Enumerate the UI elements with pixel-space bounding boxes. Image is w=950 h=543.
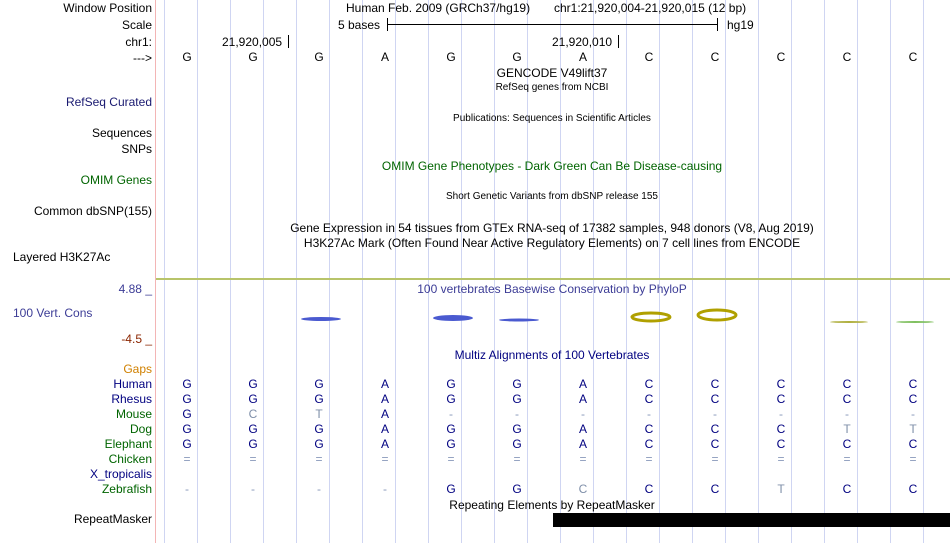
alignment-base: C: [842, 482, 852, 496]
coord-tick-1: [288, 35, 289, 48]
label-repeatmasker[interactable]: RepeatMasker: [73, 512, 152, 526]
label-window-position: Window Position: [63, 1, 152, 15]
phylop-glyph-c8: [632, 313, 670, 321]
species-label[interactable]: Elephant: [104, 437, 152, 451]
alignment-base: G: [248, 422, 258, 436]
label-gaps[interactable]: Gaps: [123, 362, 152, 376]
grid-line: [362, 0, 363, 543]
sequence-base: A: [380, 50, 389, 64]
alignment-base: -: [647, 407, 651, 421]
alignment-base: T: [909, 422, 917, 436]
species-label[interactable]: X_tropicalis: [89, 467, 152, 481]
grid-line: [626, 0, 627, 543]
phylop-glyph-c11: [830, 321, 868, 323]
grid-line: [230, 0, 231, 543]
alignment-base: G: [182, 422, 192, 436]
alignment-base: =: [711, 452, 719, 466]
coord-label-1: 21,920,005: [222, 35, 283, 49]
alignment-base: G: [314, 422, 324, 436]
phylop-glyph-g6: [499, 319, 539, 322]
alignment-base: C: [644, 482, 654, 496]
alignment-base: G: [182, 437, 192, 451]
alignment-base: G: [446, 422, 456, 436]
refseq-title[interactable]: RefSeq genes from NCBI: [495, 82, 609, 93]
alignment-base: A: [380, 407, 389, 421]
alignment-base: G: [512, 377, 522, 391]
label-dbsnp[interactable]: Common dbSNP(155): [33, 204, 152, 218]
species-label[interactable]: Mouse: [115, 407, 152, 421]
coord-label-2: 21,920,010: [552, 35, 613, 49]
alignment-base: T: [315, 407, 323, 421]
alignment-base: =: [909, 452, 917, 466]
h3k27ac-title[interactable]: H3K27Ac Mark (Often Found Near Active Regulatory Elements) on 7 cell lines from ENCODE: [303, 236, 801, 250]
alignment-base: G: [512, 482, 522, 496]
alignment-base: -: [713, 407, 717, 421]
grid-line: [791, 0, 792, 543]
alignment-base: G: [314, 377, 324, 391]
alignment-base: A: [578, 392, 587, 406]
alignment-base: G: [446, 437, 456, 451]
label-h3k27ac[interactable]: Layered H3K27Ac: [13, 250, 111, 264]
alignment-base: C: [710, 392, 720, 406]
grid-line: [428, 0, 429, 543]
label-omim[interactable]: OMIM Genes: [80, 173, 152, 187]
alignment-base: A: [578, 422, 587, 436]
alignment-base: -: [911, 407, 915, 421]
coord-tick-2: [618, 35, 619, 48]
alignment-base: -: [449, 407, 453, 421]
repeatmasker-block[interactable]: [553, 513, 950, 527]
alignment-base: G: [512, 392, 522, 406]
alignment-base: G: [446, 482, 456, 496]
gtex-title[interactable]: Gene Expression in 54 tissues from GTEx RNA-seq of 17382 samples, 948 donors (V8, Aug 2019): [290, 221, 814, 235]
alignment-base: C: [578, 482, 588, 496]
alignment-base: G: [248, 437, 258, 451]
alignment-base: C: [908, 437, 918, 451]
alignment-base: -: [581, 407, 585, 421]
alignment-base: C: [710, 377, 720, 391]
alignment-base: G: [446, 377, 456, 391]
assembly-title: Human Feb. 2009 (GRCh37/hg19): [346, 1, 531, 15]
alignment-base: G: [182, 377, 192, 391]
phylop-glyph-c9: [698, 310, 736, 320]
alignment-base: C: [644, 437, 654, 451]
label-separator: [155, 0, 156, 543]
sequence-base: G: [314, 50, 324, 64]
alignment-base: C: [248, 407, 258, 421]
grid-line: [659, 0, 660, 543]
alignment-base: A: [380, 437, 389, 451]
label-phylop-min: -4.5 _: [121, 332, 152, 346]
grid-line: [329, 0, 330, 543]
species-label[interactable]: Human: [113, 377, 152, 391]
alignment-base: C: [776, 422, 786, 436]
multiz-title[interactable]: Multiz Alignments of 100 Vertebrates: [454, 348, 650, 362]
grid-line: [197, 0, 198, 543]
alignment-base: -: [845, 407, 849, 421]
scale-bar-tick-right: [717, 18, 718, 31]
dbsnp-title[interactable]: Short Genetic Variants from dbSNP release 155: [446, 191, 658, 202]
scale-bar: [387, 24, 718, 25]
phylop-logo: [156, 305, 950, 330]
alignment-base: A: [578, 437, 587, 451]
grid-line: [923, 0, 924, 543]
alignment-base: A: [380, 392, 389, 406]
grid-line: [461, 0, 462, 543]
sequence-base: C: [710, 50, 720, 64]
alignment-base: C: [710, 437, 720, 451]
alignment-base: C: [644, 422, 654, 436]
alignment-base: T: [777, 482, 785, 496]
alignment-base: =: [843, 452, 851, 466]
alignment-base: C: [710, 482, 720, 496]
alignment-base: G: [314, 392, 324, 406]
alignment-base: C: [908, 377, 918, 391]
repeat-title[interactable]: Repeating Elements by RepeatMasker: [449, 498, 655, 512]
grid-line: [857, 0, 858, 543]
alignment-base: G: [512, 422, 522, 436]
alignment-base: G: [314, 437, 324, 451]
alignment-base: -: [779, 407, 783, 421]
sequence-base: G: [446, 50, 456, 64]
alignment-base: =: [645, 452, 653, 466]
phylop-title[interactable]: 100 vertebrates Basewise Conservation by PhyloP: [417, 282, 687, 296]
sequence-base: C: [776, 50, 786, 64]
publications-title[interactable]: Publications: Sequences in Scientific Articles: [453, 113, 651, 124]
alignment-base: =: [513, 452, 521, 466]
grid-line: [164, 0, 165, 543]
alignment-base: G: [182, 392, 192, 406]
sequence-base: G: [248, 50, 258, 64]
species-label[interactable]: Rhesus: [111, 392, 152, 406]
label-phylop[interactable]: 100 Vert. Cons: [13, 306, 93, 320]
phylop-glyph-c12: [896, 321, 934, 323]
alignment-base: C: [842, 377, 852, 391]
species-label[interactable]: Dog: [129, 422, 152, 436]
alignment-base: A: [380, 422, 389, 436]
species-label[interactable]: Zebrafish: [101, 482, 152, 496]
label-refseq[interactable]: RefSeq Curated: [65, 95, 152, 109]
alignment-base: G: [248, 392, 258, 406]
gencode-title[interactable]: GENCODE V49lift37: [496, 66, 608, 80]
phylop-glyph-g3: [301, 317, 341, 321]
grid-line: [890, 0, 891, 543]
alignment-base: -: [383, 482, 387, 496]
label-phylop-max: 4.88 _: [118, 282, 152, 296]
label-chrom: chr1:: [125, 35, 152, 49]
sequence-base: C: [644, 50, 654, 64]
alignment-base: =: [777, 452, 785, 466]
grid-line: [692, 0, 693, 543]
phylop-glyph-g5: [433, 315, 473, 321]
alignment-base: C: [644, 377, 654, 391]
grid-line: [725, 0, 726, 543]
alignment-base: C: [842, 392, 852, 406]
omim-title[interactable]: OMIM Gene Phenotypes - Dark Green Can Be Disease-causing: [381, 159, 723, 173]
alignment-base: C: [776, 437, 786, 451]
alignment-base: =: [579, 452, 587, 466]
grid-line: [296, 0, 297, 543]
sequence-base: G: [512, 50, 522, 64]
species-label[interactable]: Chicken: [108, 452, 152, 466]
alignment-base: =: [381, 452, 389, 466]
alignment-base: -: [317, 482, 321, 496]
alignment-base: T: [843, 422, 851, 436]
alignment-base: C: [776, 377, 786, 391]
scale-db: hg19: [727, 18, 754, 32]
alignment-base: A: [578, 377, 587, 391]
sequence-base: C: [908, 50, 918, 64]
alignment-base: G: [248, 377, 258, 391]
grid-line: [263, 0, 264, 543]
grid-line: [824, 0, 825, 543]
h3k27ac-baseline: [156, 278, 950, 280]
alignment-base: =: [183, 452, 191, 466]
position-text: chr1:21,920,004-21,920,015 (12 bp): [554, 1, 747, 15]
alignment-base: C: [644, 392, 654, 406]
scale-text: 5 bases: [338, 18, 381, 32]
label-strand-arrow[interactable]: --->: [133, 51, 152, 65]
alignment-base: -: [515, 407, 519, 421]
label-sequences[interactable]: Sequences: [91, 126, 152, 140]
grid-line: [758, 0, 759, 543]
sequence-base: C: [842, 50, 852, 64]
alignment-base: G: [446, 392, 456, 406]
alignment-base: =: [447, 452, 455, 466]
alignment-base: C: [842, 437, 852, 451]
alignment-base: -: [251, 482, 255, 496]
alignment-base: =: [249, 452, 257, 466]
alignment-base: C: [908, 482, 918, 496]
alignment-base: =: [315, 452, 323, 466]
sequence-base: G: [182, 50, 192, 64]
alignment-base: G: [512, 437, 522, 451]
sequence-base: A: [578, 50, 587, 64]
alignment-base: G: [182, 407, 192, 421]
label-scale: Scale: [121, 18, 152, 32]
alignment-base: C: [908, 392, 918, 406]
alignment-base: -: [185, 482, 189, 496]
label-snps[interactable]: SNPs: [121, 142, 152, 156]
alignment-base: C: [710, 422, 720, 436]
grid-line: [395, 0, 396, 543]
scale-bar-tick-left: [387, 18, 388, 31]
alignment-base: C: [776, 392, 786, 406]
alignment-base: A: [380, 377, 389, 391]
